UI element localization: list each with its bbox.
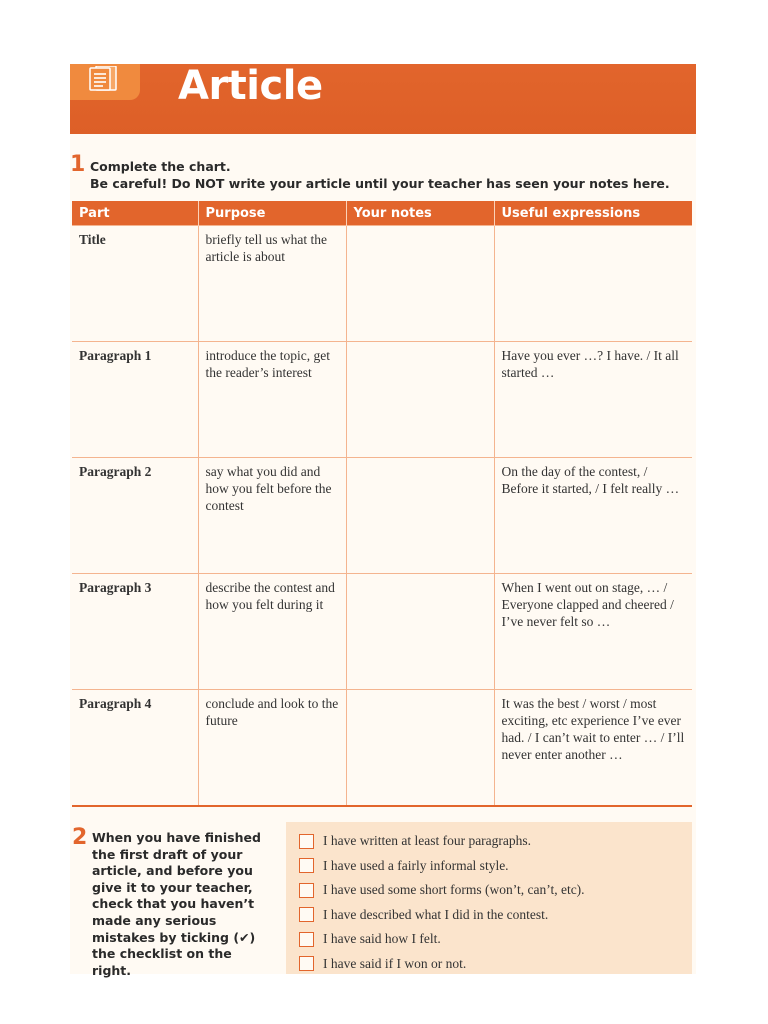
checkbox[interactable] bbox=[299, 956, 314, 971]
checklist-item bbox=[299, 829, 679, 854]
checklist-item-label: I have said how I felt. bbox=[323, 931, 441, 947]
table-header-row bbox=[72, 201, 692, 226]
checkbox[interactable] bbox=[299, 883, 314, 898]
checklist-item-label: I have said if I won or not. bbox=[323, 955, 467, 971]
header-purpose: Purpose bbox=[198, 201, 346, 226]
table-row bbox=[72, 574, 692, 690]
table-row bbox=[72, 458, 692, 574]
notes-cell[interactable] bbox=[346, 458, 494, 574]
section-2-instructions: When you have finished the first draft of your article, and before you give it to your teacher, check that you haven’t made any serious mistakes by ticking (✔) the checklist on the right. bbox=[92, 830, 261, 978]
title-banner bbox=[70, 64, 696, 134]
worksheet-page bbox=[70, 63, 696, 978]
icon-tab bbox=[70, 64, 140, 100]
purpose-cell: conclude and look to the future bbox=[198, 690, 346, 807]
checkbox[interactable] bbox=[299, 834, 314, 849]
checklist-item bbox=[299, 952, 679, 977]
section-1-line-1: Complete the chart. bbox=[90, 159, 231, 174]
checklist-item bbox=[299, 903, 679, 928]
checklist-item bbox=[299, 927, 679, 952]
part-cell: Paragraph 1 bbox=[72, 342, 198, 458]
checkbox[interactable] bbox=[299, 858, 314, 873]
table-row bbox=[72, 690, 692, 807]
expressions-cell: It was the best / worst / most exciting, etc experience I’ve ever had. / I can’t wait to enter … / I’ll never enter another … bbox=[494, 690, 692, 807]
purpose-cell: say what you did and how you felt before the contest bbox=[198, 458, 346, 574]
page-title: Article bbox=[178, 63, 323, 109]
table-row bbox=[72, 342, 692, 458]
checklist-item-label: I have described what I did in the contest. bbox=[323, 906, 549, 922]
header-useful-expressions: Useful expressions bbox=[494, 201, 692, 226]
checkbox[interactable] bbox=[299, 907, 314, 922]
notes-cell[interactable] bbox=[346, 574, 494, 690]
notes-cell[interactable] bbox=[346, 342, 494, 458]
checklist bbox=[299, 829, 679, 976]
part-cell: Title bbox=[72, 226, 198, 342]
checklist-item-label: I have written at least four paragraphs. bbox=[323, 833, 532, 849]
part-cell: Paragraph 2 bbox=[72, 458, 198, 574]
header-your-notes: Your notes bbox=[346, 201, 494, 226]
checklist-item-label: I have used some short forms (won’t, can’t, etc). bbox=[323, 882, 585, 898]
expressions-cell: Have you ever …? I have. / It all started … bbox=[494, 342, 692, 458]
checklist-item bbox=[299, 878, 679, 903]
purpose-cell: introduce the topic, get the reader’s interest bbox=[198, 342, 346, 458]
section-2-number: 2 bbox=[72, 825, 88, 850]
notes-cell[interactable] bbox=[346, 226, 494, 342]
purpose-cell: describe the contest and how you felt during it bbox=[198, 574, 346, 690]
checkbox[interactable] bbox=[299, 932, 314, 947]
checklist-item bbox=[299, 854, 679, 879]
expressions-cell bbox=[494, 226, 692, 342]
expressions-cell: When I went out on stage, … / Everyone clapped and cheered / I’ve never felt so … bbox=[494, 574, 692, 690]
section-1-instructions bbox=[90, 158, 690, 192]
notes-cell[interactable] bbox=[346, 690, 494, 807]
section-1-number: 1 bbox=[70, 152, 86, 177]
table-row bbox=[72, 226, 692, 342]
article-plan-table bbox=[72, 201, 692, 807]
part-cell: Paragraph 4 bbox=[72, 690, 198, 807]
header-part: Part bbox=[72, 201, 198, 226]
part-cell: Paragraph 3 bbox=[72, 574, 198, 690]
section-1-line-2: Be careful! Do NOT write your article until your teacher has seen your notes here. bbox=[90, 176, 670, 191]
purpose-cell: briefly tell us what the article is about bbox=[198, 226, 346, 342]
expressions-cell: On the day of the contest, / Before it started, / I felt really … bbox=[494, 458, 692, 574]
document-icon bbox=[86, 66, 120, 92]
checklist-item-label: I have used a fairly informal style. bbox=[323, 857, 509, 873]
